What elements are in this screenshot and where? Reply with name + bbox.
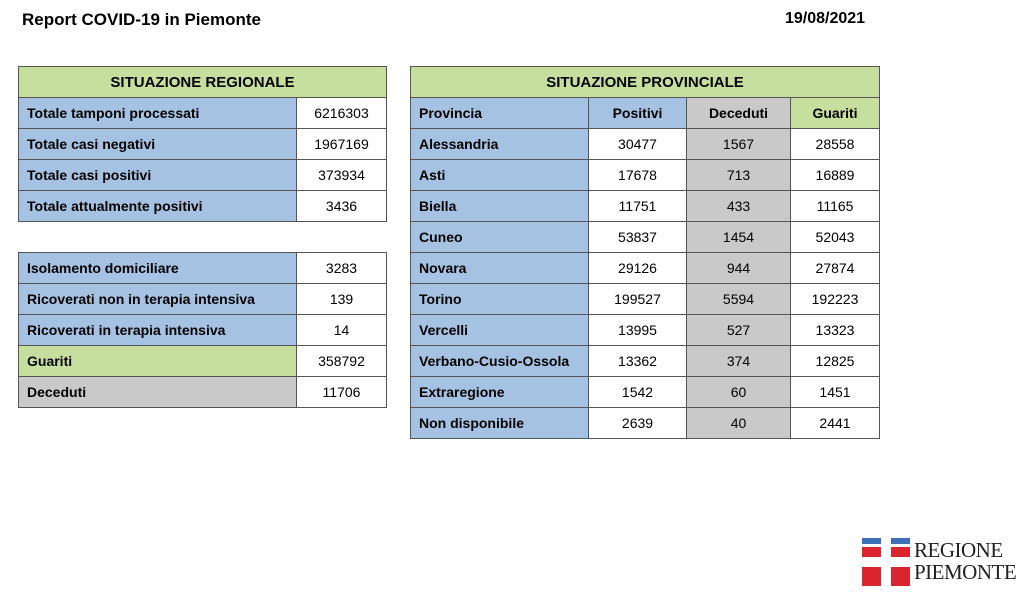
positivi-cell: 30477: [589, 129, 687, 160]
positivi-cell: 11751: [589, 191, 687, 222]
positivi-cell: 199527: [589, 284, 687, 315]
row-value: 3436: [297, 191, 387, 222]
guariti-cell: 12825: [791, 346, 880, 377]
province-name: Verbano-Cusio-Ossola: [411, 346, 589, 377]
column-header: Provincia: [411, 98, 589, 129]
positivi-cell: 2639: [589, 408, 687, 439]
regional-title-row: [19, 67, 387, 98]
deceduti-cell: 40: [687, 408, 791, 439]
positivi-cell: 29126: [589, 253, 687, 284]
table-row: [19, 315, 387, 346]
positivi-cell: 17678: [589, 160, 687, 191]
table-row: [411, 377, 880, 408]
provincial-title-row: [411, 67, 880, 98]
regional-detail-table: [18, 252, 387, 408]
deceduti-cell: 433: [687, 191, 791, 222]
column-header: Positivi: [589, 98, 687, 129]
row-value: 358792: [297, 346, 387, 377]
province-name: Alessandria: [411, 129, 589, 160]
deceduti-cell: 1454: [687, 222, 791, 253]
guariti-cell: 1451: [791, 377, 880, 408]
table-row: [19, 284, 387, 315]
logo-line-1: REGIONE: [914, 538, 1003, 562]
deceduti-cell: 527: [687, 315, 791, 346]
table-row: [19, 253, 387, 284]
row-value: 3283: [297, 253, 387, 284]
guariti-cell: 27874: [791, 253, 880, 284]
positivi-cell: 13362: [589, 346, 687, 377]
guariti-cell: 28558: [791, 129, 880, 160]
column-header-row: [411, 98, 880, 129]
row-label: Deceduti: [19, 377, 297, 408]
positivi-cell: 1542: [589, 377, 687, 408]
table-row: [19, 377, 387, 408]
row-value: 11706: [297, 377, 387, 408]
province-name: Asti: [411, 160, 589, 191]
row-label: Totale tamponi processati: [19, 98, 297, 129]
row-label: Totale casi positivi: [19, 160, 297, 191]
row-label: Ricoverati in terapia intensiva: [19, 315, 297, 346]
provincial-table: [410, 66, 880, 439]
table-row: [411, 129, 880, 160]
table-row: [19, 346, 387, 377]
provincial-rows: [411, 129, 880, 439]
regione-piemonte-logo: [862, 538, 1022, 586]
guariti-cell: 2441: [791, 408, 880, 439]
row-value: 14: [297, 315, 387, 346]
row-label: Totale attualmente positivi: [19, 191, 297, 222]
province-name: Non disponibile: [411, 408, 589, 439]
guariti-cell: 13323: [791, 315, 880, 346]
row-value: 139: [297, 284, 387, 315]
row-value: 373934: [297, 160, 387, 191]
guariti-cell: 11165: [791, 191, 880, 222]
row-label: Guariti: [19, 346, 297, 377]
report-title: Report COVID-19 in Piemonte: [22, 10, 261, 29]
deceduti-cell: 713: [687, 160, 791, 191]
table-row: [411, 160, 880, 191]
province-name: Vercelli: [411, 315, 589, 346]
table-row: [19, 98, 387, 129]
table-row: [411, 408, 880, 439]
positivi-cell: 53837: [589, 222, 687, 253]
deceduti-cell: 944: [687, 253, 791, 284]
table-row: [19, 191, 387, 222]
province-name: Biella: [411, 191, 589, 222]
logo-line-2: PIEMONTE: [914, 560, 1017, 584]
row-label: Isolamento domiciliare: [19, 253, 297, 284]
row-label: Totale casi negativi: [19, 129, 297, 160]
guariti-cell: 16889: [791, 160, 880, 191]
province-name: Torino: [411, 284, 589, 315]
row-label: Ricoverati non in terapia intensiva: [19, 284, 297, 315]
table-row: [411, 315, 880, 346]
row-value: 6216303: [297, 98, 387, 129]
deceduti-cell: 1567: [687, 129, 791, 160]
table-row: [411, 191, 880, 222]
positivi-cell: 13995: [589, 315, 687, 346]
table-row: [411, 284, 880, 315]
table-row: [411, 222, 880, 253]
provincial-title: SITUAZIONE PROVINCIALE: [411, 67, 880, 98]
guariti-cell: 192223: [791, 284, 880, 315]
report-date: 19/08/2021: [785, 10, 866, 27]
table-row: [19, 160, 387, 191]
column-header: Guariti: [791, 98, 880, 129]
row-value: 1967169: [297, 129, 387, 160]
table-row: [19, 129, 387, 160]
column-header: Deceduti: [687, 98, 791, 129]
deceduti-cell: 60: [687, 377, 791, 408]
province-name: Novara: [411, 253, 589, 284]
table-row: [411, 253, 880, 284]
province-name: Cuneo: [411, 222, 589, 253]
province-name: Extraregione: [411, 377, 589, 408]
logo-wordmark: [914, 539, 1016, 583]
table-row: [411, 346, 880, 377]
regional-summary-table: [18, 66, 387, 222]
deceduti-cell: 5594: [687, 284, 791, 315]
deceduti-cell: 374: [687, 346, 791, 377]
guariti-cell: 52043: [791, 222, 880, 253]
regione-piemonte-emblem-icon: [862, 538, 910, 586]
regional-title: SITUAZIONE REGIONALE: [19, 67, 387, 98]
